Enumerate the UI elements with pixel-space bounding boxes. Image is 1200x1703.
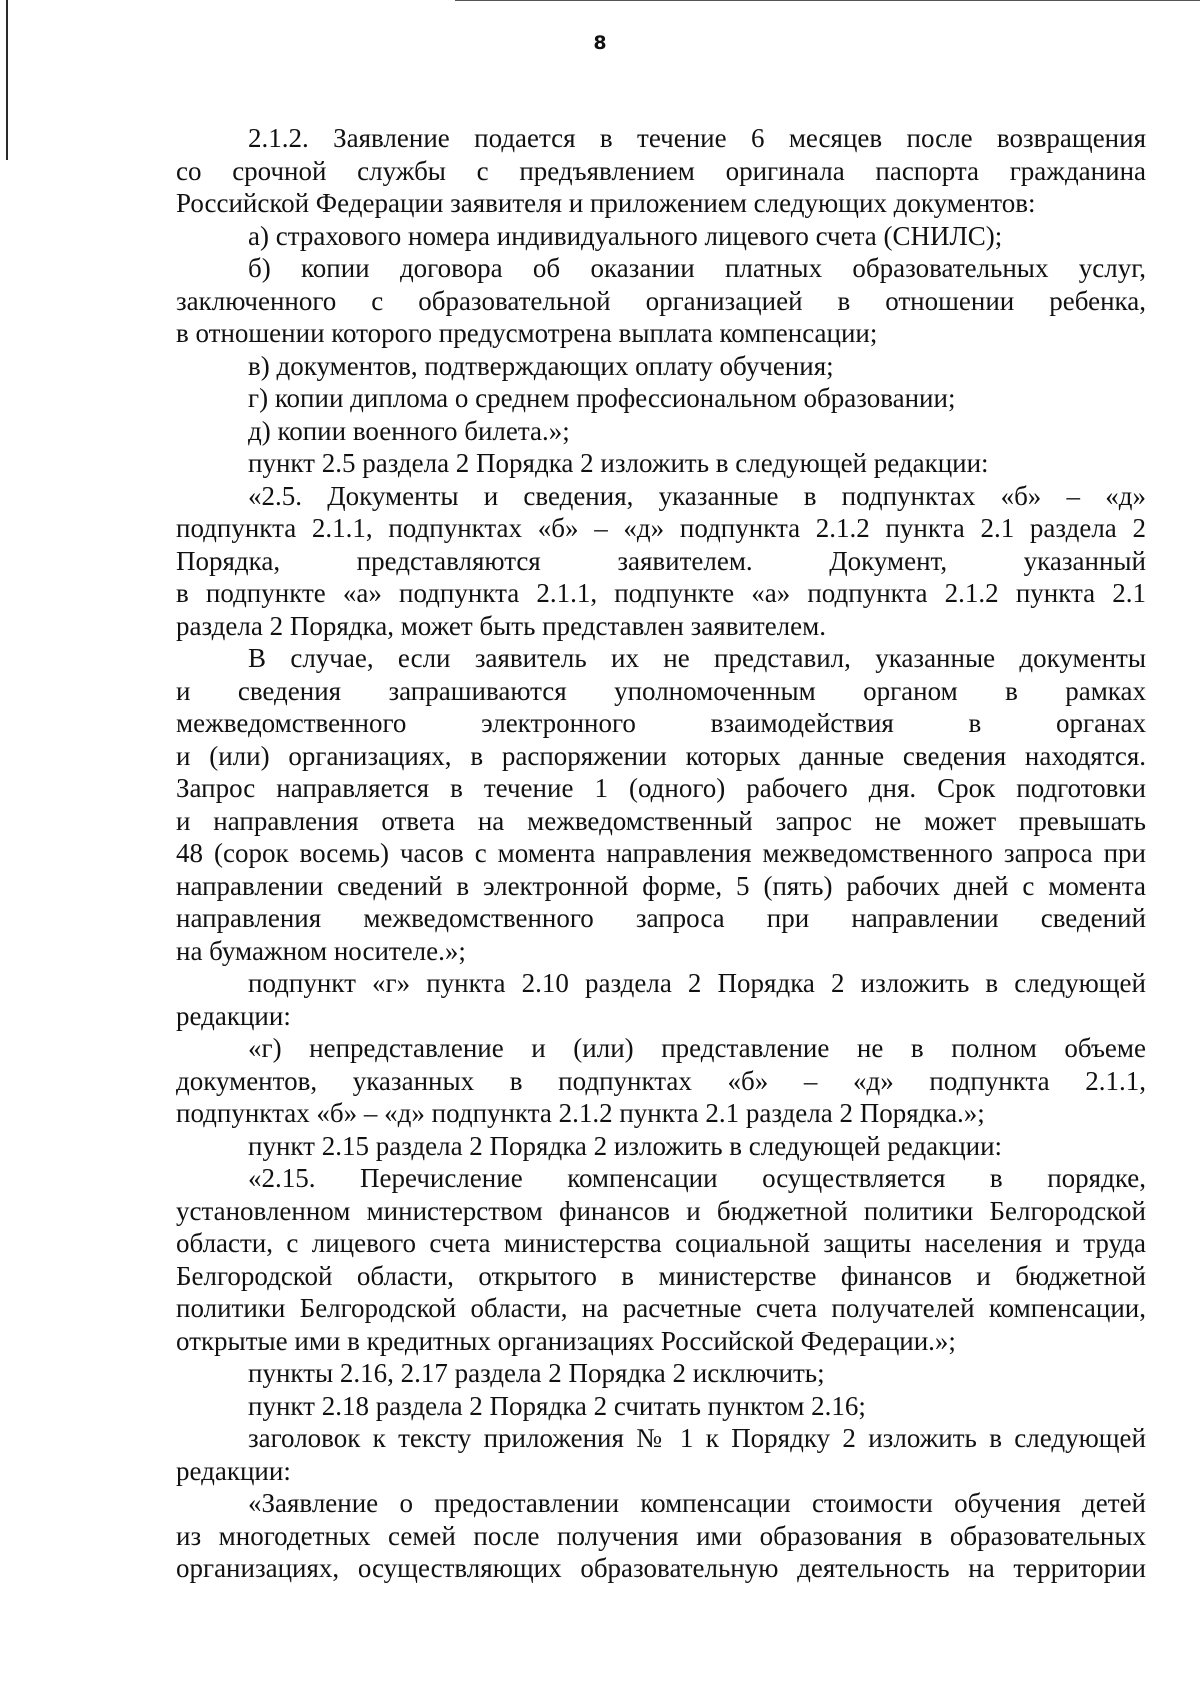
text-line: Порядка, представляются заявителем. Документ, указанный — [176, 545, 1146, 576]
text-line: в) документов, подтверждающих оплату обучения; — [248, 350, 834, 381]
text-line: «2.15. Перечисление компенсации осуществляется в порядке, — [248, 1163, 1146, 1193]
text-line: направлении сведений в электронной форме, 5 (пять) рабочих дней с момента — [176, 870, 1146, 901]
text-line: редакции: — [176, 1455, 291, 1486]
text-line: Российской Федерации заявителя и приложением следующих документов: — [176, 188, 1036, 218]
page-number: 8 — [593, 32, 607, 54]
text-line: направления межведомственного запроса при направлении сведений — [176, 903, 1146, 933]
text-line: д) копии военного билета.»; — [248, 415, 570, 446]
text-line: заключенного с образовательной организацией в отношении ребенка, — [176, 285, 1146, 316]
text-line: пункты 2.16, 2.17 раздела 2 Порядка 2 исключить; — [248, 1358, 825, 1388]
document-body — [176, 122, 1146, 1585]
text-line: установленном министерством финансов и бюджетной политики Белгородской — [176, 1195, 1146, 1226]
text-line: 48 (сорок восемь) часов с момента направления межведомственного запроса при — [176, 838, 1146, 868]
text-line: пункт 2.15 раздела 2 Порядка 2 изложить в следующей редакции: — [248, 1130, 1003, 1161]
text-line: редакции: — [176, 1000, 291, 1031]
text-line: г) копии диплома о среднем профессиональном образовании; — [248, 383, 956, 413]
text-line: раздела 2 Порядка, может быть представлен заявителем. — [176, 610, 826, 641]
text-line: межведомственного электронного взаимодействия в органах — [176, 708, 1146, 738]
text-line: в отношении которого предусмотрена выплата компенсации; — [176, 318, 878, 348]
text-line: Запрос направляется в течение 1 (одного) рабочего дня. Срок подготовки — [176, 773, 1146, 803]
text-line: «2.5. Документы и сведения, указанные в подпунктах «б» – «д» — [248, 480, 1146, 511]
text-line: Белгородской области, открытого в министерстве финансов и бюджетной — [176, 1260, 1146, 1291]
text-line: «г) непредставление и (или) представление не в полном объеме — [248, 1033, 1146, 1063]
text-line: из многодетных семей после получения ими образования в образовательных — [176, 1520, 1146, 1551]
text-line: и (или) организациях, в распоряжении которых данные сведения находятся. — [176, 740, 1146, 771]
text-line: области, с лицевого счета министерства социальной защиты населения и труда — [176, 1228, 1146, 1258]
text-line: со срочной службы с предъявлением оригинала паспорта гражданина — [176, 155, 1146, 186]
text-line: а) страхового номера индивидуального лицевого счета (СНИЛС); — [248, 220, 1003, 251]
text-line: и сведения запрашиваются уполномоченным органом в рамках — [176, 675, 1146, 706]
text-line: «Заявление о предоставлении компенсации стоимости обучения детей — [248, 1488, 1146, 1518]
text-line: пункт 2.18 раздела 2 Порядка 2 считать пунктом 2.16; — [248, 1390, 866, 1421]
text-line: организациях, осуществляющих образовательную деятельность на территории — [176, 1553, 1146, 1583]
text-line: пункт 2.5 раздела 2 Порядка 2 изложить в следующей редакции: — [248, 448, 989, 478]
text-line: заголовок к тексту приложения № 1 к Порядку 2 изложить в следующей — [248, 1423, 1146, 1453]
text-line: политики Белгородской области, на расчетные счета получателей компенсации, — [176, 1293, 1146, 1323]
text-line: подпункт «г» пункта 2.10 раздела 2 Порядка 2 изложить в следующей — [248, 968, 1146, 998]
text-line: подпунктах «б» – «д» подпункта 2.1.2 пункта 2.1 раздела 2 Порядка.»; — [176, 1098, 985, 1128]
text-line: в подпункте «а» подпункта 2.1.1, подпункте «а» подпункта 2.1.2 пункта 2.1 — [176, 578, 1146, 608]
text-line: открытые ими в кредитных организациях Российской Федерации.»; — [176, 1325, 956, 1356]
scan-edge-top — [455, 0, 1200, 1]
scan-edge-left — [6, 0, 8, 160]
text-line: б) копии договора об оказании платных образовательных услуг, — [248, 253, 1146, 283]
text-line: подпункта 2.1.1, подпунктах «б» – «д» подпункта 2.1.2 пункта 2.1 раздела 2 — [176, 513, 1146, 543]
text-line: В случае, если заявитель их не представил, указанные документы — [248, 643, 1146, 673]
text-line: 2.1.2. Заявление подается в течение 6 месяцев после возвращения — [248, 123, 1146, 153]
text-line: и направления ответа на межведомственный запрос не может превышать — [176, 805, 1146, 836]
text-line: документов, указанных в подпунктах «б» – «д» подпункта 2.1.1, — [176, 1065, 1146, 1096]
text-line: на бумажном носителе.»; — [176, 935, 466, 966]
